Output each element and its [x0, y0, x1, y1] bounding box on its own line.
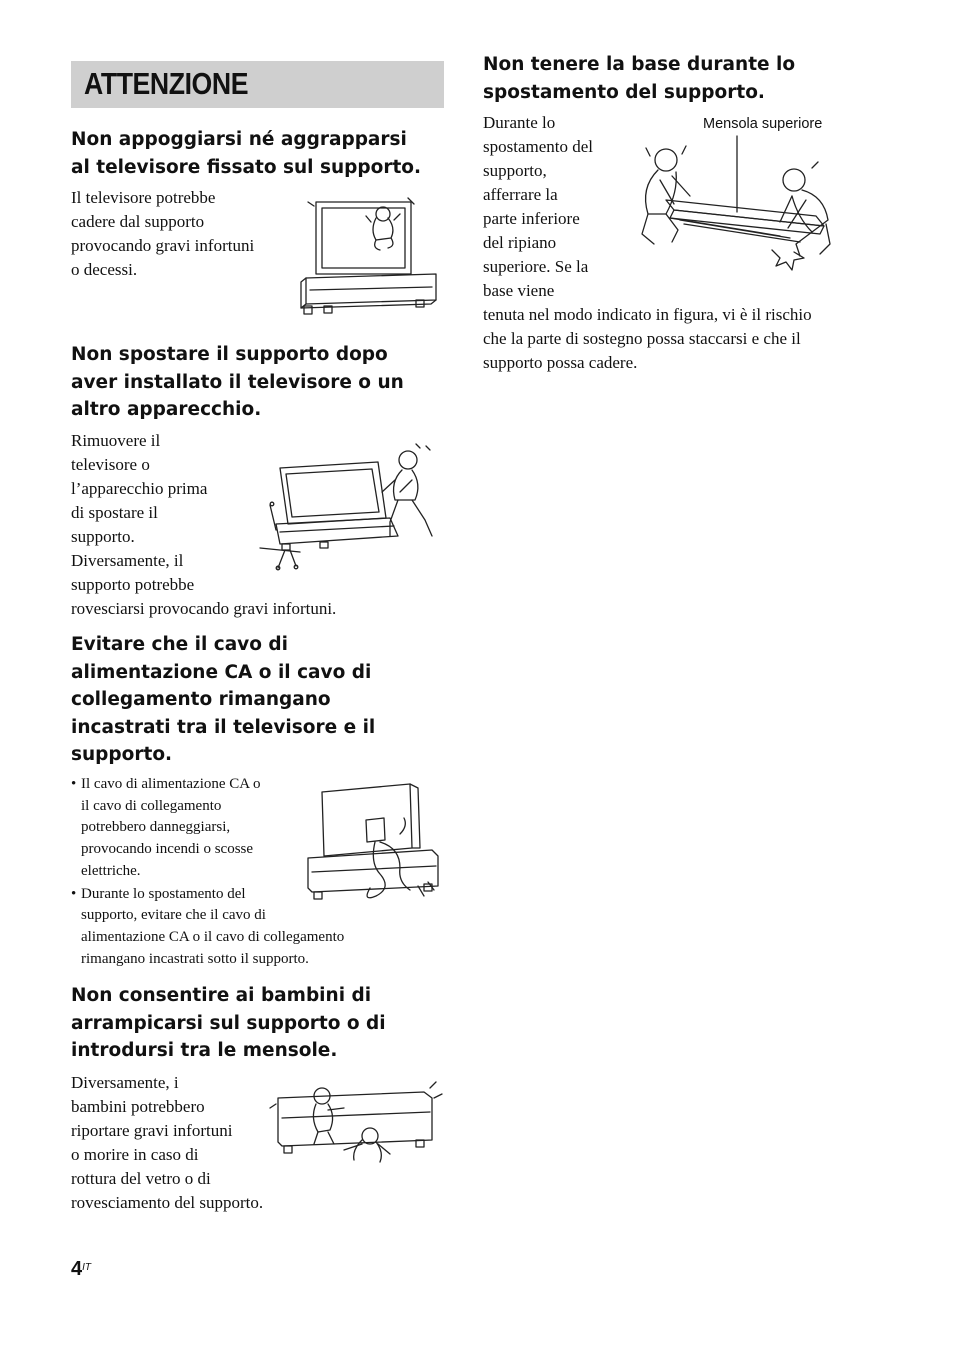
tv-leaning-illustration [296, 190, 446, 322]
children-climbing-illustration [266, 1078, 446, 1170]
section-2-heading: Non spostare il supporto dopo aver installato il televisore o un altro apparecchio. [71, 344, 404, 420]
moving-stand-illustration [240, 440, 445, 575]
section-4-heading: Non consentire ai bambini di arrampicarsi sul supporto o di introdursi tra le mensole. [71, 985, 386, 1061]
section-3-heading: Evitare che il cavo di alimentazione CA o il cavo di collegamento rimangano incastrati tra il televisore e il supporto. [71, 634, 376, 765]
section-5-heading: Non tenere la base durante lo spostamento del supporto. [483, 54, 796, 103]
bullet-item-2: • Durante lo spostamento del supporto, evitare che il cavo di alimentazione CA o il cavo di collegamento rimangano incastrati sotto il supporto. [71, 884, 401, 971]
section-5-body: Durante lo spostamento del supporto, afferrare la parte inferiore del ripiano superiore. Se la base viene tenuta nel modo indicato in figura, vi è il rischio che la parte di sostegno possa staccarsi e che il supporto possa cadere. [483, 113, 812, 372]
attenzione-banner [71, 61, 444, 108]
section-1-body: Il televisore potrebbe cadere dal supporto provocando gravi infortuni o decessi. [71, 188, 255, 279]
bullet-item-1: • Il cavo di alimentazione CA o il cavo di collegamento potrebbero danneggiarsi, provocando incendi o scosse elettriche. [71, 774, 401, 883]
mensola-superiore-label: Mensola superiore [703, 116, 823, 132]
cable-trapped-illustration [300, 778, 445, 903]
page-number: $4^{IT}$ [71, 1258, 92, 1280]
section-2-body: Rimuovere il televisore o l’apparecchio prima di spostare il supporto. Diversamente, il supporto potrebbe rovesciarsi provocando gravi infortuni. [71, 431, 337, 618]
page-title: ATTENZIONE [84, 66, 249, 101]
two-people-carrying-stand-illustration [620, 134, 845, 274]
section-4-body: Diversamente, i bambini potrebbero riportare gravi infortuni o morire in caso di rottura del vetro o di rovesciamento del supporto. [71, 1073, 264, 1212]
section-1-heading: Non appoggiarsi né aggrapparsi al televisore fissato sul supporto. [71, 129, 422, 178]
